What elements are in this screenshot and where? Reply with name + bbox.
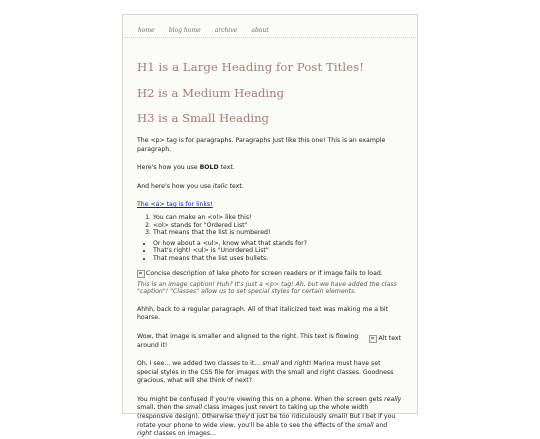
text-span: You might be confused if you're viewing this on a phone. When the screen gets xyxy=(137,395,385,403)
text-span: and xyxy=(278,360,295,368)
bold-text: BOLD xyxy=(199,164,219,172)
image-caption: This is an image caption! Huh? It's just a <p> tag! Ah, but we have added the class "caption"! "Classes" allow us to set special styles for certain elements. xyxy=(137,280,397,296)
paragraph-oh-i-see xyxy=(137,360,403,386)
paragraph-ahhh: Ahhh, back to a regular paragraph. All of that italicized text was making me a bit hoarse. xyxy=(137,305,389,322)
nav-home-link[interactable]: home xyxy=(138,27,155,34)
nav-about-link[interactable]: about xyxy=(251,27,269,34)
list-item: • That's right! <ul> is "Unordered List" xyxy=(153,247,403,255)
text-span: small, then the xyxy=(137,404,186,412)
paragraph-bold xyxy=(137,164,403,173)
page-container xyxy=(122,14,418,438)
list-item: 1. You can make an <ol> like this! xyxy=(153,214,403,222)
image-alt-text: Concise description of lake photo for screen readers or if image fails to load. xyxy=(146,270,383,278)
heading-h1: H1 is a Large Heading for Post Titles! xyxy=(137,60,365,74)
top-nav xyxy=(124,15,416,38)
paragraph-wow: Wow, that image is smaller and aligned to the right. This text is flowing around it! xyxy=(137,332,359,349)
paragraph-confused xyxy=(137,396,403,439)
list-item: • That means that the list uses bullets. xyxy=(153,255,403,263)
text-span: text. xyxy=(227,182,244,190)
italic-text: right xyxy=(294,360,309,368)
text-span: And here's how you use xyxy=(137,182,213,190)
paragraph-intro: The <p> tag is for paragraphs. Paragraphs just like this one! This is an example paragraph. xyxy=(137,137,386,153)
nav-blog-home-link[interactable]: blog home xyxy=(168,27,201,34)
text-span: Here's how you use xyxy=(137,164,200,172)
italic-text: italic xyxy=(212,182,228,190)
text-span: and xyxy=(373,421,388,429)
italic-text: really xyxy=(384,395,402,403)
example-link[interactable]: The <a> tag is for links! xyxy=(137,201,213,209)
float-section xyxy=(137,333,403,350)
unordered-list xyxy=(137,240,403,263)
small-right-image xyxy=(369,335,401,343)
italic-text: right xyxy=(137,430,152,438)
text-span: Oh, I see... we added two classes to it... xyxy=(137,360,263,368)
paragraph-link xyxy=(137,201,403,210)
italic-text: small xyxy=(357,421,374,429)
text-span: text. xyxy=(218,164,235,172)
heading-h2: H2 is a Medium Heading xyxy=(137,86,285,100)
nav-archive-link[interactable]: archive xyxy=(214,27,238,34)
list-item: • Or how about a <ul>, know what that stands for? xyxy=(153,240,403,248)
paragraph-italic xyxy=(137,183,403,192)
list-item: 3. That means that the list is numbered! xyxy=(153,229,403,237)
text-span: class images just revert to taking up the whole width (responsive design). Otherwise they'd just be too ridiculously small! But I bet if you rotate your phone to wide view, you'll be able to see the effects of the xyxy=(137,404,396,429)
heading-h3: H3 is a Small Heading xyxy=(137,111,269,125)
text-span: classes on images... xyxy=(151,430,216,438)
broken-image-icon xyxy=(137,270,145,278)
list-item: 2. <ol> stands for "Ordered List" xyxy=(153,222,403,230)
ordered-list xyxy=(137,214,403,237)
italic-text: small xyxy=(262,360,279,368)
image-alt-text: Alt text xyxy=(378,335,401,343)
broken-image-lake xyxy=(137,270,403,278)
broken-image-icon xyxy=(369,335,377,343)
italic-text: small xyxy=(185,404,203,412)
text-span: ! Marina must have set special styles in the CSS file for images with the small and right classes. Goodness gracious, what will she think of next? xyxy=(137,360,394,385)
